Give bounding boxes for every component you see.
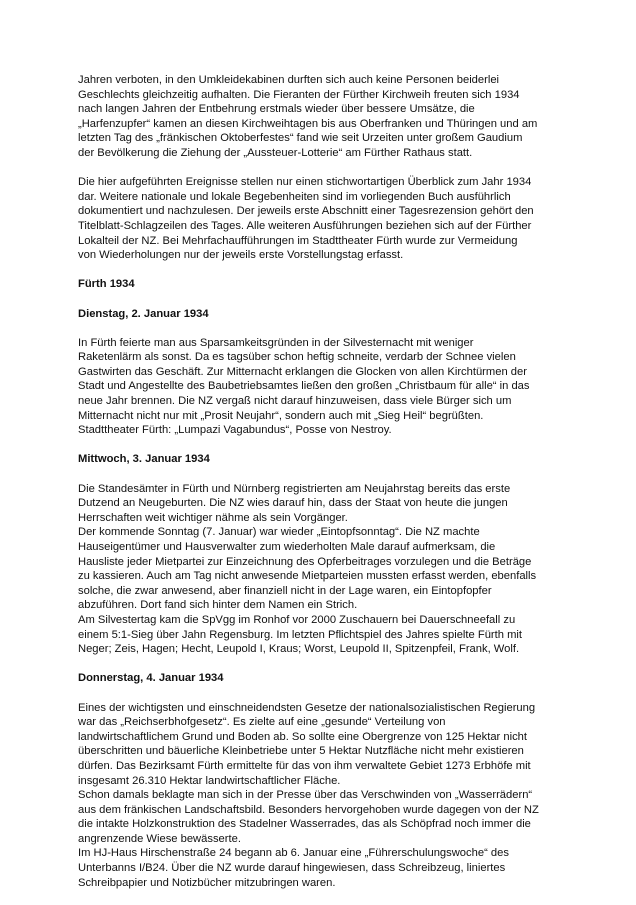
- text-line: Herrschaften weit wichtiger nähme als sein Vorgänger.: [78, 511, 348, 524]
- text-line: Jahren verboten, in den Umkleidekabinen durften sich auch keine Personen beiderlei: [78, 74, 500, 86]
- text-line: Neger; Zeis, Hagen; Hecht, Leupold I, Kraus; Worst, Leupold II, Spitzenpfeil, Frank, Wolf.: [78, 643, 520, 656]
- text-line: zu kassieren. Auch am Tag nicht anwesende Mietparteien mussten erfasst werden, ebenfalls: [78, 570, 537, 583]
- text-line: dokumentiert und nachzulesen. Der jeweils erste Abschnitt einer Tagesrezension gehört den: [78, 205, 534, 218]
- text-line: Gastwirten das Geschäft. Zur Mitternacht erklangen die Glocken von allen Kirchtürmen der: [78, 365, 527, 378]
- text-line: Titelblatt-Schlagzeilen des Tages. Alle weiteren Ausführungen beziehen sich auf der Fürther: [78, 219, 532, 232]
- day-heading-wednesday: Mittwoch, 3. Januar 1934: [78, 453, 210, 466]
- text-line: Schreibpapier und Notizbücher mitzubringen waren.: [78, 876, 336, 889]
- text-line: Eines der wichtigsten und einschneidendsten Gesetze der nationalsozialistischen Regierung: [78, 701, 536, 714]
- text-line: Am Silvestertag kam die SpVgg im Ronhof vor 2000 Zuschauern bei Dauerschneefall zu: [78, 613, 516, 626]
- text-line: Raketenlärm als sonst. Da es tagsüber schon heftig schneite, verdarb der Schnee vielen: [78, 351, 516, 364]
- text-line: letzten Tag des „fränkischen Oktoberfestes“ fand wie seit Urzeiten unter großem Gaudium: [78, 132, 523, 145]
- text-line: Hauseigentümer und Hausverwalter zum wiederholten Male darauf aufmerksam, die: [78, 541, 496, 553]
- text-line: aus dem fränkischen Landschaftsbild. Besonders hervorgehoben wurde dagegen von der NZ: [78, 803, 539, 816]
- text-line: Stadt und Angestellte des Baubetriebsamtes ließen den großen „Christbaum für alle“ in das: [78, 380, 530, 393]
- text-line: neue Jahr brennen. Die NZ vergaß nicht darauf hinzuweisen, dass viele Bürger sich um: [78, 395, 512, 408]
- text-line: Lokalteil der NZ. Bei Mehrfachaufführungen im Stadttheater Fürth wurde zur Vermeidung: [78, 234, 518, 247]
- text-line: In Fürth feierte man aus Sparsamkeitsgründen in der Silvesternacht mit weniger: [78, 336, 474, 349]
- text-line: Die hier aufgeführten Ereignisse stellen nur einen stichwortartigen Überblick zum Jahr 1934: [78, 176, 532, 189]
- day-heading-tuesday: Dienstag, 2. Januar 1934: [78, 307, 209, 320]
- text-line: Dutzend an Neugeburten. Die NZ wies darauf hin, dass der Staat von heute die jungen: [78, 497, 508, 510]
- section-title: Fürth 1934: [78, 278, 135, 291]
- text-line: abzuführen. Dort fand sich hinter dem Namen ein Strich.: [78, 599, 358, 612]
- text-line: Schon damals beklagte man sich in der Presse über das Verschwinden von „Wasserrädern“: [78, 789, 533, 802]
- text-line: von Wiederholungen nur der jeweils erste Vorstellungstag erfasst.: [78, 249, 404, 262]
- day-entry-thursday: [78, 701, 578, 891]
- text-line: war das „Reichserbhofgesetz“. Es zielte auf eine „gesunde“ Verteilung von: [78, 716, 446, 729]
- text-line: dar. Weitere nationale und lokale Begebenheiten sind im vorliegenden Buch ausführlich: [78, 190, 511, 203]
- text-line: Der kommende Sonntag (7. Januar) war wieder „Eintopfsonntag“. Die NZ machte: [78, 526, 480, 539]
- text-line: landwirtschaftlichem Grund und Boden ab. So sollte eine Obergrenze von 125 Hektar nicht: [78, 730, 528, 743]
- text-line: angrenzende Wiese bewässerte.: [78, 832, 241, 845]
- text-line: „Harfenzupfer“ kamen an diesen Kirchweihtagen bis aus Oberfranken und Thüringen und am: [78, 117, 538, 130]
- day-entry-wednesday: [78, 482, 578, 657]
- text-line: Mitternacht nicht nur mit „Prosit Neujahr“, sondern auch mit „Sieg Heil“ begrüßten.: [78, 409, 484, 422]
- document-body: [78, 73, 578, 905]
- text-line: überschritten und bäuerliche Kleinbetriebe unter 5 Hektar Nutzfläche nicht mehr existieren: [78, 745, 524, 758]
- text-line: die intakte Holzkonstruktion des Stadelner Wasserrades, das als Schöpfrad noch immer die: [78, 818, 531, 831]
- text-line: Hausliste jeder Mietpartei zur Einzeichnung des Opferbeitrages vorzulegen und die Beträge: [78, 555, 532, 568]
- text-line: einem 5:1-Sieg über Jahn Regensburg. Im letzten Pflichtspiel des Jahres spielte Fürth mit: [78, 628, 522, 641]
- text-line: dürfen. Das Bezirksamt Fürth ermittelte für das von ihm verwaltete Gebiet 1273 Erbhöfe mit: [78, 759, 531, 772]
- day-heading-thursday: Donnerstag, 4. Januar 1934: [78, 672, 224, 685]
- text-line: Unterbanns I/B24. Über die NZ wurde darauf hingewiesen, dass Schreibzeug, liniertes: [78, 862, 506, 875]
- text-line: Stadttheater Fürth: „Lumpazi Vagabundus“, Posse von Nestroy.: [78, 424, 392, 437]
- text-line: solche, die zwar anwesend, aber finanziell nicht in der Lage waren, ein Eintopfopfer: [78, 584, 492, 597]
- text-line: insgesamt 26.310 Hektar landwirtschaftlicher Fläche.: [78, 774, 341, 787]
- intro-paragraph-2: [78, 175, 578, 263]
- intro-paragraph-1: [78, 73, 578, 161]
- text-line: nach langen Jahren der Entbehrung erstmals wieder über bessere Umsätze, die: [78, 103, 475, 116]
- text-line: Geschlechts gleichzeitig aufhalten. Die Fieranten der Fürther Kirchweih freuten sich 1934: [78, 88, 520, 101]
- day-entry-tuesday: [78, 336, 578, 438]
- text-line: Die Standesämter in Fürth und Nürnberg registrierten am Neujahrstag bereits das erste: [78, 482, 511, 495]
- text-line: der Bevölkerung die Ziehung der „Aussteuer-Lotterie“ am Fürther Rathaus statt.: [78, 146, 473, 159]
- text-line: Im HJ-Haus Hirschenstraße 24 begann ab 6. Januar eine „Führerschulungswoche“ des: [78, 847, 509, 860]
